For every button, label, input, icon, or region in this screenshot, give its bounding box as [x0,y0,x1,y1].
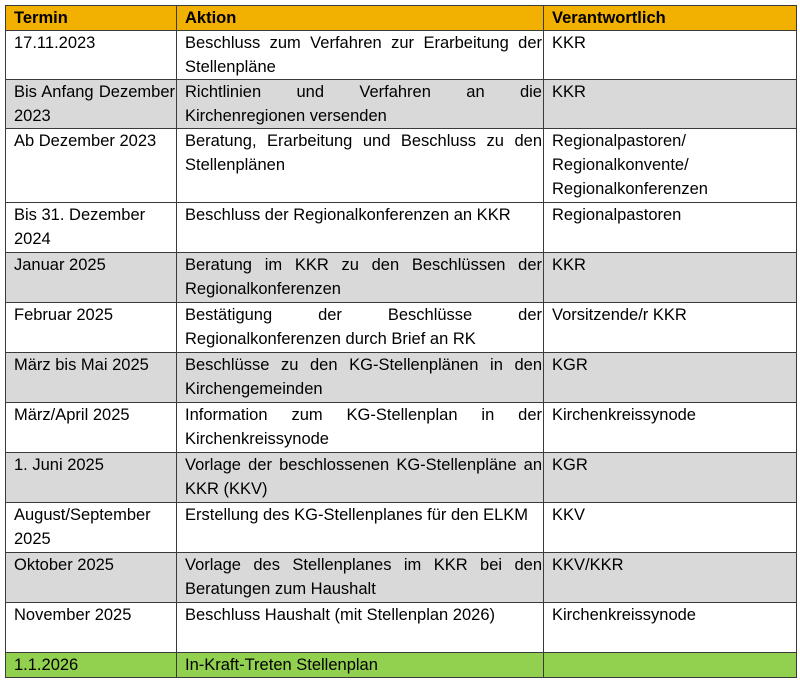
header-row [6,6,797,31]
cell-termin: Bis Anfang Dezember 2023 [6,80,177,129]
table-row [6,453,797,503]
cell-aktion: Beratung, Erarbeitung und Beschluss zu den Stellenplänen [177,129,544,203]
table-row [6,129,797,203]
table-row [6,403,797,453]
cell-verantwortlich: Regionalpastoren/ Regionalkonvente/ Regionalkonferenzen [544,129,797,203]
cell-termin: November 2025 [6,603,177,653]
cell-aktion: Beschluss der Regionalkonferenzen an KKR [177,203,544,253]
cell-aktion: Information zum KG-Stellenplan in der Kirchenkreissynode [177,403,544,453]
cell-verantwortlich: KKR [544,80,797,129]
table-row [6,653,797,678]
cell-aktion: Bestätigung der Beschlüsse der Regionalkonferenzen durch Brief an RK [177,303,544,353]
table-row [6,203,797,253]
cell-verantwortlich: Regionalpastoren [544,203,797,253]
table-row [6,31,797,80]
cell-verantwortlich: Vorsitzende/r KKR [544,303,797,353]
cell-aktion: Richtlinien und Verfahren an die Kirchenregionen versenden [177,80,544,129]
cell-termin: Februar 2025 [6,303,177,353]
cell-termin: 17.11.2023 [6,31,177,80]
table-row [6,503,797,553]
header-termin: Termin [6,6,177,31]
cell-termin: 1. Juni 2025 [6,453,177,503]
cell-aktion: Vorlage des Stellenplanes im KKR bei den Beratungen zum Haushalt [177,553,544,603]
table-row [6,553,797,603]
cell-verantwortlich: KKR [544,253,797,303]
cell-aktion: Vorlage der beschlossenen KG-Stellenpläne an KKR (KKV) [177,453,544,503]
header-verantwortlich: Verantwortlich [544,6,797,31]
cell-verantwortlich: KGR [544,353,797,403]
schedule-table [5,5,797,678]
cell-verantwortlich: KKR [544,31,797,80]
table-row [6,80,797,129]
table-row [6,253,797,303]
cell-termin: März bis Mai 2025 [6,353,177,403]
cell-verantwortlich: Kirchenkreissynode [544,403,797,453]
cell-aktion: Erstellung des KG-Stellenplanes für den ELKM [177,503,544,553]
cell-termin: Ab Dezember 2023 [6,129,177,203]
table-row [6,603,797,653]
cell-verantwortlich: KKV [544,503,797,553]
table-row [6,303,797,353]
cell-aktion: Beschluss Haushalt (mit Stellenplan 2026) [177,603,544,653]
cell-verantwortlich: KKV/KKR [544,553,797,603]
header-aktion: Aktion [177,6,544,31]
table-row [6,353,797,403]
cell-termin: Bis 31. Dezember 2024 [6,203,177,253]
cell-termin: Oktober 2025 [6,553,177,603]
cell-termin: 1.1.2026 [6,653,177,678]
cell-aktion: Beschluss zum Verfahren zur Erarbeitung der Stellenpläne [177,31,544,80]
cell-termin: August/September 2025 [6,503,177,553]
cell-aktion: Beratung im KKR zu den Beschlüssen der Regionalkonferenzen [177,253,544,303]
cell-verantwortlich: Kirchenkreissynode [544,603,797,653]
cell-termin: Januar 2025 [6,253,177,303]
cell-aktion: In-Kraft-Treten Stellenplan [177,653,544,678]
cell-verantwortlich [544,653,797,678]
cell-verantwortlich: KGR [544,453,797,503]
cell-termin: März/April 2025 [6,403,177,453]
cell-aktion: Beschlüsse zu den KG-Stellenplänen in den Kirchengemeinden [177,353,544,403]
